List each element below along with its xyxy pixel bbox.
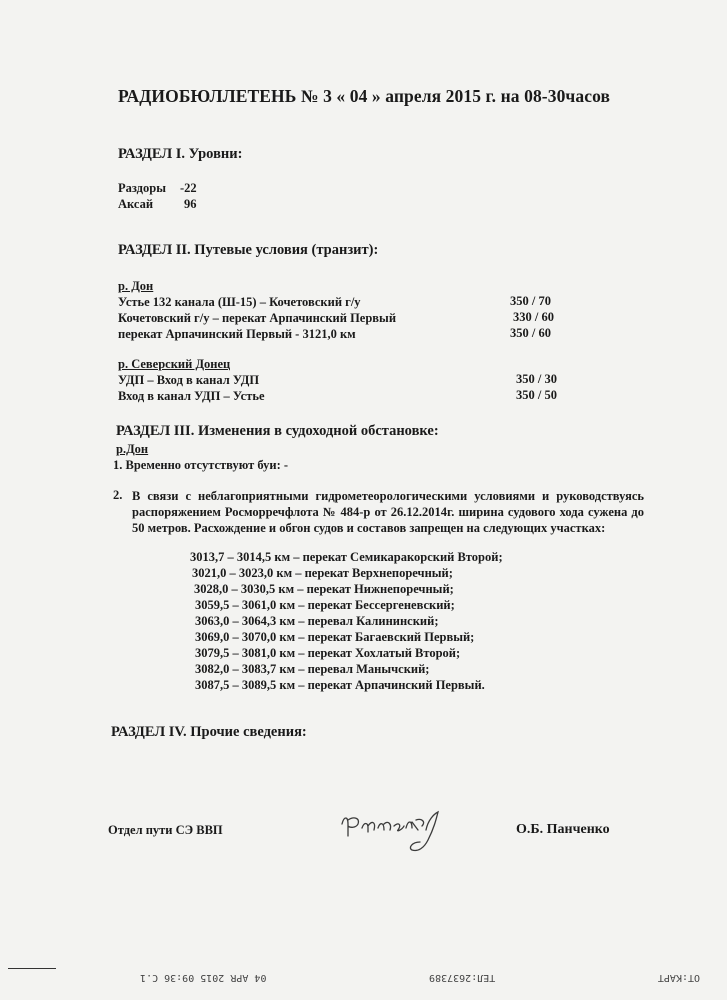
level-value: 96 [184, 197, 197, 211]
section-3-heading: РАЗДЕЛ III. Изменения в судоходной обстановке: [116, 423, 439, 439]
route-segment: перекат Арпачинский Первый - 3121,0 км [118, 327, 356, 341]
river-name: р. Дон [118, 279, 154, 293]
level-row [118, 180, 166, 196]
restricted-segment: 3082,0 – 3083,7 км – перевал Манычский; [195, 662, 430, 676]
section-1-heading: РАЗДЕЛ I. Уровни: [118, 146, 243, 162]
restricted-segment: 3069,0 – 3070,0 км – перекат Багаевский Первый; [195, 630, 475, 644]
bulletin-title: РАДИОБЮЛЛЕТЕНЬ № 3 « 04 » апреля 2015 г. на 08-30часов [118, 86, 611, 106]
restricted-segment: 3063,0 – 3064,3 км – перевал Калининский; [195, 614, 439, 628]
item-number: 2. [113, 488, 123, 502]
level-station: Аксай [118, 197, 154, 211]
route-value: 350 / 70 [510, 294, 551, 308]
restricted-segment: 3028,0 – 3030,5 км – перекат Нижнепоречный; [194, 582, 454, 596]
level-row [118, 196, 153, 212]
department-label: Отдел пути СЭ ВВП [108, 823, 223, 837]
restricted-segment: 3021,0 – 3023,0 км – перекат Верхнепоречный; [192, 566, 453, 580]
missing-buoys-item: 1. Временно отсутствуют буи: - [113, 458, 289, 472]
fax-date: 04 APR 2015 09:36 С.1 [140, 972, 267, 983]
handwritten-signature [338, 806, 458, 865]
fax-from: ОТ:КАРТ [657, 972, 700, 983]
route-value: 350 / 50 [516, 388, 557, 402]
restricted-segment: 3079,5 – 3081,0 км – перекат Хохлатый Второй; [195, 646, 461, 660]
section-2-heading: РАЗДЕЛ II. Путевые условия (транзит): [118, 242, 379, 258]
route-value: 350 / 60 [510, 326, 551, 340]
restricted-segment: 3059,5 – 3061,0 км – перекат Бессергеневский; [195, 598, 455, 612]
route-segment: Устье 132 канала (Ш-15) – Кочетовский г/у [118, 295, 361, 309]
route-segment: УДП – Вход в канал УДП [118, 373, 260, 387]
level-value: -22 [180, 181, 197, 195]
level-station: Раздоры [118, 181, 166, 195]
restricted-segment: 3087,5 – 3089,5 км – перекат Арпачинский Первый. [195, 678, 485, 692]
divider [8, 968, 56, 969]
route-segment: Вход в канал УДП – Устье [118, 389, 265, 403]
signatory-name: О.Б. Панченко [516, 822, 610, 837]
route-value: 350 / 30 [516, 372, 557, 386]
restricted-segment: 3013,7 – 3014,5 км – перекат Семикаракорский Второй; [190, 550, 503, 564]
route-value: 330 / 60 [513, 310, 554, 324]
route-segment: Кочетовский г/у – перекат Арпачинский Первый [118, 311, 397, 325]
river-name: р. Северский Донец [118, 357, 231, 371]
section-4-heading: РАЗДЕЛ IV. Прочие сведения: [111, 724, 307, 740]
restriction-paragraph: В связи с неблагоприятными гидрометеорологическими условиями и руководствуясь распоряжением Росморречфлота № 484-р от 26.12.2014г. ширина судового хода сужена до 50 метров. Расхождение и обгон судов и составов запрещен на следующих участках: [132, 489, 644, 535]
fax-tel: ТЕЛ:2637389 [429, 972, 496, 983]
river-name: р.Дон [116, 442, 149, 456]
fax-header-strip [140, 972, 700, 983]
